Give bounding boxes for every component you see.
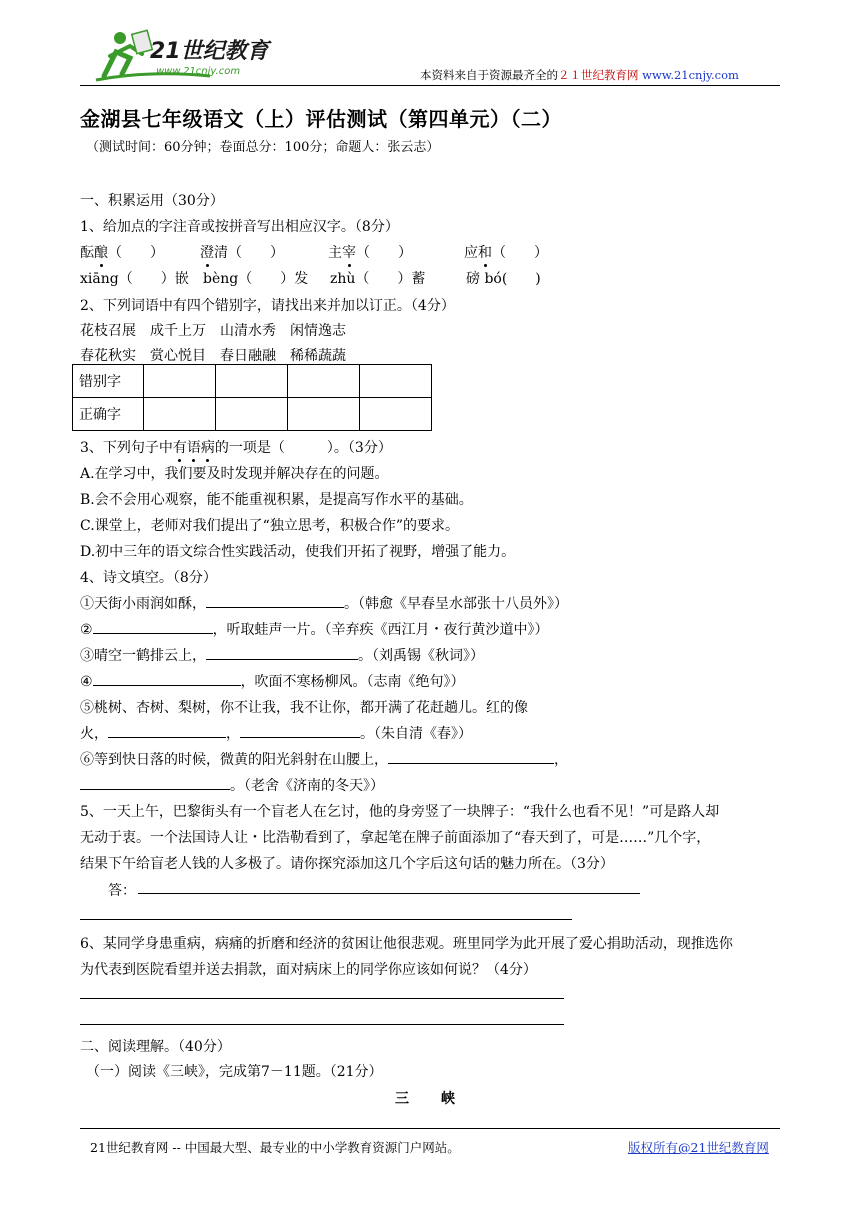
q3-option-c: C.课堂上，老师对我们提出了“独立思考，积极合作”的要求。 <box>80 518 459 534</box>
q6-para-1: 6、某同学身患重病，病痛的折磨和经济的贫困让他很悲观。班里同学为此开展了爱心捐助活动，现推选你 <box>80 936 733 952</box>
q3-option-a: A.在学习中，我们要及时发现并解决存在的问题。 <box>80 466 389 482</box>
q4-line-4: ④ ，吹面不寒杨柳风。（志南《绝句》） <box>80 671 465 691</box>
q1-item-7: zhù（ ）蓄 <box>330 271 426 287</box>
header-note <box>420 67 739 83</box>
answer-line[interactable] <box>138 893 640 894</box>
q2-words-2: 春花秋实 赏心悦目 春日融融 稀稀蔬蔬 <box>80 348 346 364</box>
fill-blank[interactable] <box>93 671 241 686</box>
q3-option-b: B.会不会用心观察，能不能重视积累，是提高写作水平的基础。 <box>80 492 473 508</box>
section2-subheading: （一）阅读《三峡》，完成第7－11题。（21分） <box>86 1064 383 1080</box>
row-label-right: 正确字 <box>73 398 144 431</box>
answer-cell[interactable] <box>360 398 432 431</box>
passage-title: 三峡 <box>395 1091 487 1107</box>
q5-para-3: 结果下午给盲老人钱的人多极了。请你探究添加这几个字后这句话的魅力所在。（3分） <box>80 856 614 872</box>
fill-blank[interactable] <box>206 645 358 660</box>
answer-cell[interactable] <box>360 365 432 398</box>
logo-url: www.21cnjy.com <box>156 66 241 77</box>
fill-blank[interactable] <box>93 619 213 634</box>
answer-cell[interactable] <box>144 365 216 398</box>
answer-cell[interactable] <box>288 365 360 398</box>
q1-item-1: 酝酿（ ） <box>80 242 164 262</box>
logo-text: 21世纪教育 <box>150 39 269 64</box>
q3-option-d: D.初中三年的语文综合性实践活动，使我们开拓了视野，增强了能力。 <box>80 544 516 560</box>
q4-line-7: ⑥等到快日落的时候，微黄的阳光斜射在山腰上， ， <box>80 749 568 769</box>
page-title: 金湖县七年级语文（上）评估测试（第四单元）（二） <box>80 107 562 131</box>
table-row <box>73 365 432 398</box>
q2-answer-table <box>72 364 432 431</box>
q1-item-4: 应和（ ） <box>464 242 548 262</box>
footer-divider <box>80 1128 780 1129</box>
header-note-url[interactable]: www.21cnjy.com <box>642 68 739 82</box>
q2-words-1: 花枝召展 成千上万 山清水秀 闲情逸志 <box>80 323 346 339</box>
answer-cell[interactable] <box>216 398 288 431</box>
q6-para-2: 为代表到医院看望并送去捐款，面对病床上的同学你应该如何说？（4分） <box>80 962 537 978</box>
q4-line-1: ①天街小雨润如酥， 。（韩愈《早春呈水部张十八员外》） <box>80 593 568 613</box>
q5-para-2: 无动于衷。一个法国诗人让・比浩勒看到了，拿起笔在牌子前面添加了“春天到了，可是……”几个字， <box>80 830 711 846</box>
page-subtitle: （测试时间：60分钟；卷面总分：100分；命题人：张云志） <box>86 140 440 155</box>
header-divider <box>80 85 780 86</box>
fill-blank[interactable] <box>388 749 554 764</box>
fill-blank[interactable] <box>80 775 230 790</box>
fill-blank[interactable] <box>206 593 344 608</box>
q1-item-6: bèng（ ）发 <box>203 271 309 287</box>
row-label-wrong: 错别字 <box>73 365 144 398</box>
footer-copyright-link[interactable]: 版权所有@21世纪教育网 <box>628 1140 769 1155</box>
site-logo <box>90 26 310 84</box>
section1-heading: 一、积累运用（30分） <box>80 193 224 209</box>
q4-line-8: 。（老舍《济南的冬天》） <box>80 775 384 795</box>
answer-cell[interactable] <box>288 398 360 431</box>
q1-item-2: 澄清（ ） <box>200 242 284 262</box>
q1-stem: 1、给加点的字注音或按拼音写出相应汉字。（8分） <box>80 219 399 235</box>
q3-stem: 3、下列句子中有语病的一项是（ ）。（3分） <box>80 437 392 457</box>
q4-line-6: 火， ， 。（朱自清《春》） <box>80 723 472 743</box>
q1-item-8: 磅 bó( ) <box>466 271 541 287</box>
fill-blank[interactable] <box>108 723 226 738</box>
answer-cell[interactable] <box>144 398 216 431</box>
q1-item-5: xiāng（ ）嵌 <box>80 271 189 287</box>
answer-line[interactable] <box>80 1024 564 1025</box>
fill-blank[interactable] <box>240 723 360 738</box>
section2-heading: 二、阅读理解。（40分） <box>80 1039 231 1055</box>
header-note-prefix: 本资料来自于资源最齐全的 <box>420 68 558 82</box>
q1-item-3: 主宰（ ） <box>328 242 412 262</box>
q4-line-2: ② ，听取蛙声一片。（辛弃疾《西江月・夜行黄沙道中》） <box>80 619 549 639</box>
answer-line[interactable] <box>80 919 572 920</box>
answer-cell[interactable] <box>216 365 288 398</box>
q5-para-1: 5、一天上午，巴黎街头有一个盲老人在乞讨，他的身旁竖了一块牌子：“我什么也看不见！”可是路人却 <box>80 804 720 820</box>
table-row <box>73 398 432 431</box>
q4-stem: 4、诗文填空。（8分） <box>80 570 217 586</box>
q5-answer-label: 答： <box>108 883 136 899</box>
q2-stem: 2、下列词语中有四个错别字，请找出来并加以订正。（4分） <box>80 298 455 314</box>
header-note-brand[interactable]: ２１世纪教育网 <box>558 68 639 82</box>
footer-text: 21世纪教育网 -- 中国最大型、最专业的中小学教育资源门户网站。 <box>90 1140 460 1155</box>
q4-line-5: ⑤桃树、杏树、梨树，你不让我，我不让你，都开满了花赶趟儿。红的像 <box>80 700 528 716</box>
q4-line-3: ③晴空一鹤排云上， 。（刘禹锡《秋词》） <box>80 645 484 665</box>
answer-line[interactable] <box>80 998 564 999</box>
